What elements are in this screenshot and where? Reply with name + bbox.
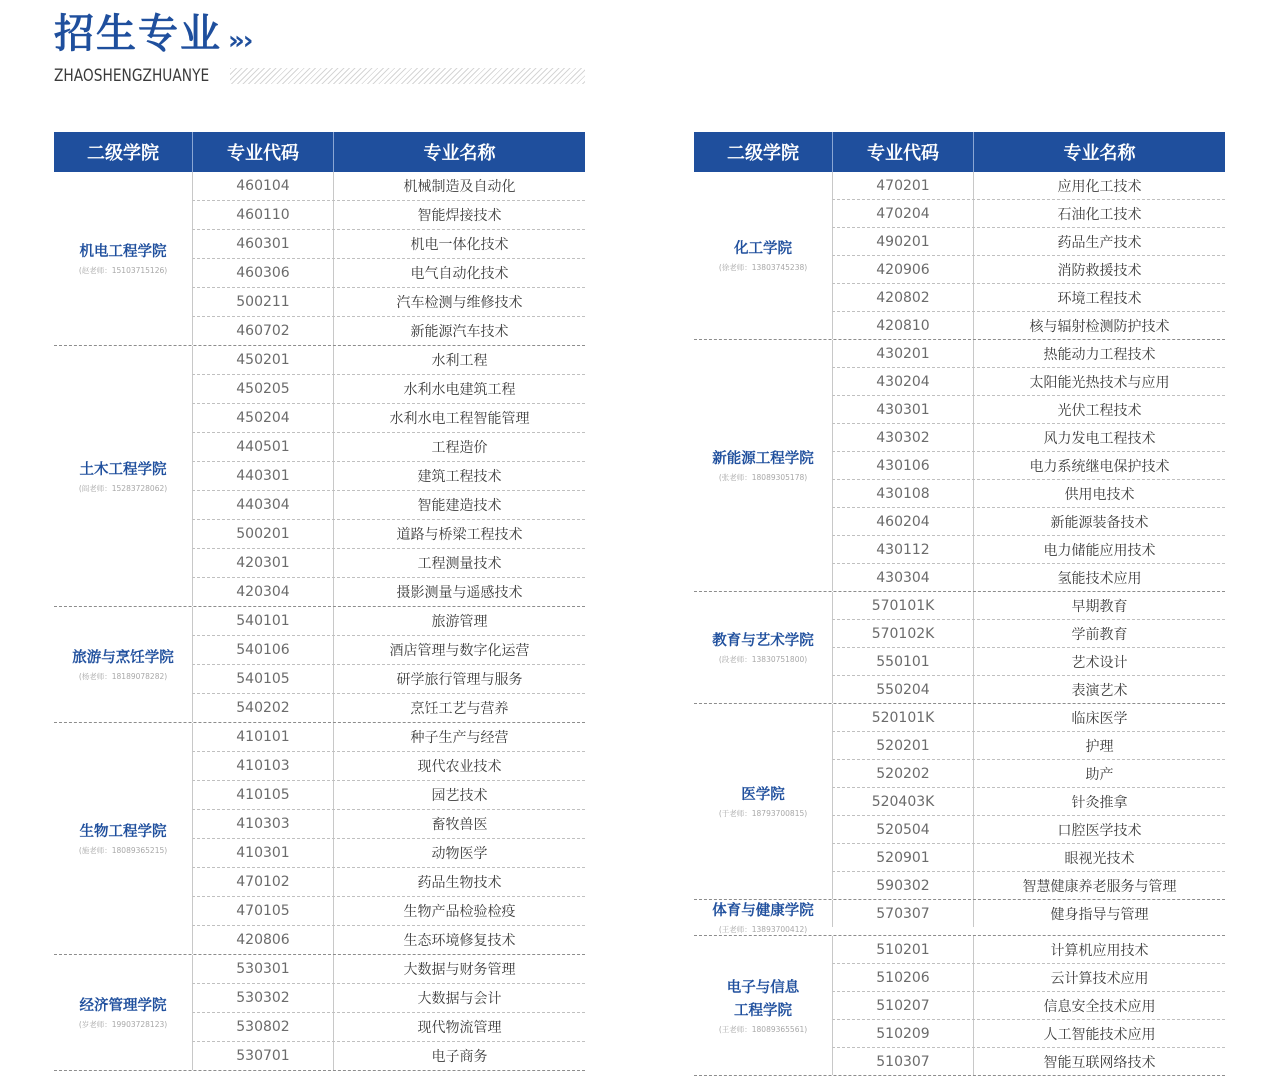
major-name: 计算机应用技术 xyxy=(1050,942,1149,959)
college-cell xyxy=(54,346,192,606)
major-name: 汽车检测与维修技术 xyxy=(396,295,523,311)
college-cell xyxy=(694,704,832,899)
college-contact: (岁老师：19903728123) xyxy=(78,1020,168,1029)
college-cell xyxy=(694,592,832,703)
major-name: 研学旅行管理与服务 xyxy=(396,672,523,688)
college-group xyxy=(694,172,1225,340)
major-name: 道路与桥梁工程技术 xyxy=(396,527,523,543)
college-group xyxy=(54,723,585,955)
table-row xyxy=(832,311,1225,339)
table-row xyxy=(192,955,585,983)
major-name: 应用化工技术 xyxy=(1057,178,1142,195)
table-row xyxy=(192,229,585,258)
major-code: 550204 xyxy=(833,676,974,703)
table-row xyxy=(192,983,585,1012)
major-name: 环境工程技术 xyxy=(1057,290,1142,307)
table-row xyxy=(192,867,585,896)
table-row xyxy=(192,693,585,722)
table-body xyxy=(54,172,585,1071)
major-code: 440301 xyxy=(193,462,334,490)
college-cell xyxy=(694,340,832,591)
table-header xyxy=(694,132,1225,172)
table-row xyxy=(192,664,585,693)
major-name: 智慧健康养老服务与管理 xyxy=(1022,878,1177,895)
table-row xyxy=(192,577,585,606)
table-row xyxy=(832,704,1225,731)
major-name: 健身指导与管理 xyxy=(1050,906,1149,923)
table-row xyxy=(192,200,585,229)
major-name: 学前教育 xyxy=(1071,626,1128,643)
major-code: 460204 xyxy=(833,508,974,535)
major-code: 530802 xyxy=(193,1013,334,1041)
table-row xyxy=(192,519,585,548)
table-row xyxy=(192,316,585,345)
table-header xyxy=(54,132,585,172)
major-name: 大数据与会计 xyxy=(417,991,502,1007)
table-row xyxy=(192,925,585,954)
table-row xyxy=(832,647,1225,675)
college-cell xyxy=(694,172,832,339)
table-row xyxy=(192,1041,585,1070)
majors-table-left xyxy=(54,132,585,1071)
major-code: 410103 xyxy=(193,752,334,780)
major-code: 430108 xyxy=(833,480,974,507)
college-name: 新能源工程学院 xyxy=(712,451,814,467)
college-cell xyxy=(54,955,192,1070)
column-header-college: 二级学院 xyxy=(727,143,799,164)
major-code: 520403K xyxy=(833,788,974,815)
college-name: 医学院 xyxy=(741,787,785,803)
table-row xyxy=(192,172,585,200)
table-row xyxy=(832,759,1225,787)
table-row xyxy=(832,172,1225,199)
major-code: 410105 xyxy=(193,781,334,809)
college-contact: (徐老师：13803745238) xyxy=(718,263,808,272)
table-row xyxy=(832,479,1225,507)
major-code: 520504 xyxy=(833,816,974,843)
major-name: 智能建造技术 xyxy=(417,498,502,514)
table-row xyxy=(832,563,1225,591)
table-row xyxy=(832,395,1225,423)
major-code: 500211 xyxy=(193,288,334,316)
major-name: 早期教育 xyxy=(1071,598,1128,615)
table-body xyxy=(694,172,1225,1076)
major-code: 430301 xyxy=(833,396,974,423)
table-row xyxy=(192,809,585,838)
major-name: 新能源汽车技术 xyxy=(410,324,509,340)
major-code: 570101K xyxy=(833,592,974,619)
major-code: 540106 xyxy=(193,636,334,664)
table-row xyxy=(832,815,1225,843)
major-name: 石油化工技术 xyxy=(1057,206,1142,223)
major-name: 信息安全技术应用 xyxy=(1043,998,1156,1015)
college-name: 电子与信息 工程学院 xyxy=(726,979,800,1019)
major-code: 550101 xyxy=(833,648,974,675)
major-name: 畜牧兽医 xyxy=(431,817,488,833)
college-group xyxy=(694,340,1225,592)
major-name: 热能动力工程技术 xyxy=(1043,346,1156,363)
table-row xyxy=(832,619,1225,647)
major-name: 动物医学 xyxy=(431,846,488,862)
column-header-name: 专业名称 xyxy=(333,132,585,172)
table-row xyxy=(192,374,585,403)
major-code: 420301 xyxy=(193,549,334,577)
table-row xyxy=(832,340,1225,367)
major-code: 420806 xyxy=(193,926,334,954)
double-chevron-right-icon: »› xyxy=(228,26,252,56)
major-name: 护理 xyxy=(1085,738,1114,755)
table-row xyxy=(192,838,585,867)
college-cell xyxy=(694,936,832,1075)
major-code: 420304 xyxy=(193,578,334,606)
major-name: 烹饪工艺与营养 xyxy=(410,701,509,717)
major-code: 510201 xyxy=(833,936,974,963)
majors-table-right xyxy=(694,132,1225,1076)
major-name: 表演艺术 xyxy=(1071,682,1128,699)
major-name: 电力储能应用技术 xyxy=(1043,542,1156,559)
column-header-code: 专业代码 xyxy=(192,132,333,172)
major-name: 消防救援技术 xyxy=(1057,262,1142,279)
table-row xyxy=(832,283,1225,311)
college-contact: (段老师：13830751800) xyxy=(718,655,808,664)
major-name: 大数据与财务管理 xyxy=(403,962,516,978)
college-name: 旅游与烹饪学院 xyxy=(72,650,174,666)
major-code: 460306 xyxy=(193,259,334,287)
major-code: 470102 xyxy=(193,868,334,896)
table-row xyxy=(832,535,1225,563)
table-row xyxy=(832,367,1225,395)
major-code: 540101 xyxy=(193,607,334,635)
college-contact: (阎老师：15283728062) xyxy=(78,483,168,493)
table-row xyxy=(192,635,585,664)
major-code: 420802 xyxy=(833,284,974,311)
major-code: 430112 xyxy=(833,536,974,563)
major-code: 430204 xyxy=(833,368,974,395)
major-name: 药品生物技术 xyxy=(417,875,502,891)
major-code: 500201 xyxy=(193,520,334,548)
major-name: 核与辐射检测防护技术 xyxy=(1029,318,1170,335)
table-row xyxy=(832,199,1225,227)
major-code: 530301 xyxy=(193,955,334,983)
major-code: 570307 xyxy=(833,900,974,927)
college-contact: (于老师：18793700815) xyxy=(718,809,808,818)
college-group xyxy=(54,955,585,1071)
major-name: 智能互联网络技术 xyxy=(1043,1054,1156,1071)
major-name: 现代农业技术 xyxy=(417,759,502,775)
college-group xyxy=(694,704,1225,900)
major-name: 工程测量技术 xyxy=(417,556,502,572)
major-code: 540105 xyxy=(193,665,334,693)
major-code: 520201 xyxy=(833,732,974,759)
table-row xyxy=(832,936,1225,963)
table-row xyxy=(832,423,1225,451)
table-row xyxy=(192,258,585,287)
major-code: 470204 xyxy=(833,200,974,227)
college-cell xyxy=(54,172,192,345)
college-contact: (赵老师：15103715126) xyxy=(78,266,168,275)
table-row xyxy=(192,490,585,519)
college-name: 体育与健康学院 xyxy=(712,903,814,919)
decorative-stripes xyxy=(230,68,585,84)
major-code: 440501 xyxy=(193,433,334,461)
major-name: 电子商务 xyxy=(431,1049,488,1065)
page-header xyxy=(54,8,252,86)
major-name: 新能源装备技术 xyxy=(1050,514,1149,531)
college-contact: (张老师：18089305178) xyxy=(718,473,808,482)
table-row xyxy=(832,900,1225,927)
major-name: 药品生产技术 xyxy=(1057,234,1142,251)
major-name: 工程造价 xyxy=(431,440,488,456)
table-row xyxy=(832,227,1225,255)
major-name: 现代物流管理 xyxy=(417,1020,502,1036)
table-row xyxy=(192,780,585,809)
page-subtitle: ZHAOSHENGZHUANYE xyxy=(54,66,210,86)
major-name: 助产 xyxy=(1085,766,1114,783)
major-name: 智能焊接技术 xyxy=(417,208,502,224)
major-name: 口腔医学技术 xyxy=(1057,822,1142,839)
table-row xyxy=(832,731,1225,759)
major-code: 510207 xyxy=(833,992,974,1019)
major-code: 420810 xyxy=(833,312,974,339)
major-name: 电气自动化技术 xyxy=(410,266,509,282)
college-group xyxy=(694,592,1225,704)
table-row xyxy=(192,548,585,577)
major-code: 540202 xyxy=(193,694,334,722)
major-code: 440304 xyxy=(193,491,334,519)
table-row xyxy=(832,843,1225,871)
major-name: 光伏工程技术 xyxy=(1057,402,1142,419)
college-contact: (王老师：13893700412) xyxy=(718,925,808,934)
table-row xyxy=(192,432,585,461)
college-name: 教育与艺术学院 xyxy=(712,633,814,649)
major-code: 520202 xyxy=(833,760,974,787)
college-group xyxy=(54,607,585,723)
table-row xyxy=(192,346,585,374)
table-row xyxy=(192,287,585,316)
column-header-code: 专业代码 xyxy=(832,132,973,172)
table-row xyxy=(192,751,585,780)
table-row xyxy=(832,675,1225,703)
major-name: 水利工程 xyxy=(431,353,488,369)
table-row xyxy=(832,592,1225,619)
college-name: 生物工程学院 xyxy=(79,824,167,840)
major-name: 旅游管理 xyxy=(431,614,488,630)
major-name: 水利水电建筑工程 xyxy=(403,382,516,398)
major-code: 460702 xyxy=(193,317,334,345)
college-name: 化工学院 xyxy=(734,241,792,257)
major-code: 450204 xyxy=(193,404,334,432)
college-contact: (王老师：18089365561) xyxy=(718,1024,808,1034)
college-group xyxy=(694,900,1225,936)
major-name: 机械制造及自动化 xyxy=(403,179,516,195)
major-name: 风力发电工程技术 xyxy=(1043,430,1156,447)
major-name: 水利水电工程智能管理 xyxy=(389,411,530,427)
college-contact: (杨老师：18189078282) xyxy=(78,672,168,681)
major-code: 490201 xyxy=(833,228,974,255)
major-code: 470201 xyxy=(833,172,974,199)
college-cell xyxy=(54,723,192,954)
major-code: 530701 xyxy=(193,1042,334,1070)
college-group xyxy=(54,346,585,607)
major-code: 460301 xyxy=(193,230,334,258)
major-name: 眼视光技术 xyxy=(1064,850,1135,867)
table-row xyxy=(832,255,1225,283)
college-group xyxy=(694,936,1225,1076)
major-code: 510206 xyxy=(833,964,974,991)
major-code: 570102K xyxy=(833,620,974,647)
major-code: 520901 xyxy=(833,844,974,871)
college-cell xyxy=(54,607,192,722)
major-name: 生物产品检验检疫 xyxy=(403,904,516,920)
major-code: 450205 xyxy=(193,375,334,403)
major-name: 酒店管理与数字化运营 xyxy=(389,643,530,659)
major-name: 针灸推拿 xyxy=(1071,794,1128,811)
major-code: 430302 xyxy=(833,424,974,451)
major-code: 410301 xyxy=(193,839,334,867)
major-code: 430304 xyxy=(833,564,974,591)
college-name: 经济管理学院 xyxy=(79,998,167,1014)
column-header-name: 专业名称 xyxy=(973,132,1225,172)
major-code: 530302 xyxy=(193,984,334,1012)
table-row xyxy=(832,1047,1225,1075)
major-name: 建筑工程技术 xyxy=(417,469,502,485)
major-code: 470105 xyxy=(193,897,334,925)
table-row xyxy=(192,461,585,490)
major-name: 云计算技术应用 xyxy=(1050,970,1149,987)
major-code: 510307 xyxy=(833,1048,974,1075)
major-name: 生态环境修复技术 xyxy=(403,933,516,949)
table-row xyxy=(832,1019,1225,1047)
major-name: 种子生产与经营 xyxy=(410,730,509,746)
college-cell xyxy=(694,900,832,935)
major-name: 临床医学 xyxy=(1071,710,1128,727)
table-row xyxy=(192,1012,585,1041)
major-code: 410101 xyxy=(193,723,334,751)
major-name: 机电一体化技术 xyxy=(410,237,509,253)
table-row xyxy=(832,451,1225,479)
major-code: 520101K xyxy=(833,704,974,731)
table-row xyxy=(192,896,585,925)
major-name: 艺术设计 xyxy=(1071,654,1128,671)
major-code: 450201 xyxy=(193,346,334,374)
table-row xyxy=(192,723,585,751)
major-name: 电力系统继电保护技术 xyxy=(1029,458,1170,475)
college-name: 机电工程学院 xyxy=(79,244,167,260)
major-code: 430201 xyxy=(833,340,974,367)
major-name: 摄影测量与遥感技术 xyxy=(396,585,523,601)
table-row xyxy=(832,991,1225,1019)
college-group xyxy=(54,172,585,346)
major-name: 供用电技术 xyxy=(1064,486,1135,503)
major-code: 420906 xyxy=(833,256,974,283)
column-header-college: 二级学院 xyxy=(87,143,159,164)
major-code: 430106 xyxy=(833,452,974,479)
major-name: 人工智能技术应用 xyxy=(1043,1026,1156,1043)
major-code: 460110 xyxy=(193,201,334,229)
major-name: 太阳能光热技术与应用 xyxy=(1029,374,1170,391)
table-row xyxy=(832,871,1225,899)
table-row xyxy=(832,787,1225,815)
table-row xyxy=(192,403,585,432)
page-title: 招生专业 xyxy=(54,11,222,57)
major-code: 460104 xyxy=(193,172,334,200)
table-row xyxy=(832,963,1225,991)
college-name: 土木工程学院 xyxy=(79,461,167,478)
college-contact: (施老师：18089365215) xyxy=(78,846,168,855)
major-code: 410303 xyxy=(193,810,334,838)
major-name: 园艺技术 xyxy=(431,788,488,804)
major-code: 590302 xyxy=(833,872,974,899)
table-row xyxy=(192,607,585,635)
major-name: 氢能技术应用 xyxy=(1057,570,1142,587)
table-row xyxy=(832,507,1225,535)
major-code: 510209 xyxy=(833,1020,974,1047)
